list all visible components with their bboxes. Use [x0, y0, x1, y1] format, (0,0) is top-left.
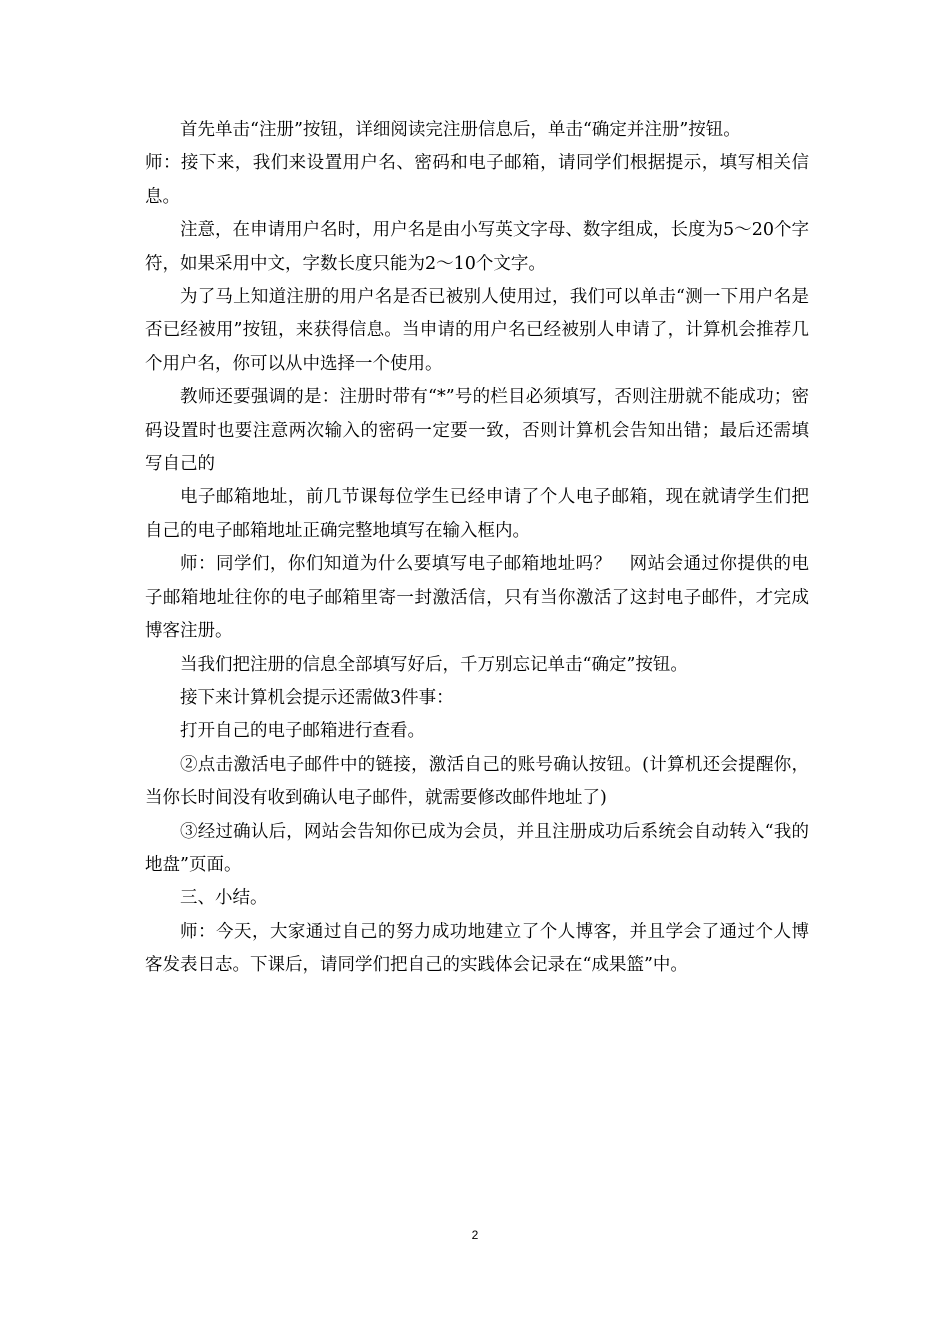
paragraph-email-address: 电子邮箱地址，前几节课每位学生已经申请了个人电子邮箱，现在就请学生们把自己的电子邮箱地址正确完整地填写在输入框内。 — [145, 487, 809, 541]
paragraph-step-activate: ②点击激活电子邮件中的链接，激活自己的账号确认按钮。(计算机还会提醒你，当你长时间没有收到确认电子邮件，就需要修改邮件地址了) — [145, 754, 809, 809]
paragraph-summary: 师：今天，大家通过自己的努力成功地建立了个人博客，并且学会了通过个人博客发表日志。下课后，请同学们把自己的实践体会记录在“成果篮”中。 — [145, 921, 809, 976]
paragraph-step-confirm: ③经过确认后，网站会告知你已成为会员，并且注册成功后系统会自动转入“我的地盘”页面。 — [145, 821, 809, 875]
paragraph-three-steps: 接下来计算机会提示还需做3件事： — [180, 687, 454, 708]
document-body — [145, 114, 809, 983]
paragraph-register-click: 首先单击“注册”按钮，详细阅读完注册信息后，单击“确定并注册”按钮。 — [180, 120, 741, 140]
paragraph-why-email: 师：同学们，你们知道为什么要填写电子邮箱地址吗？ 网站会通过你提供的电子邮箱地址往你的电子邮箱里寄一封激活信，只有当你激活了这封电子邮件，才完成博客注册。 — [145, 554, 809, 642]
paragraph-step-open-email: 打开自己的电子邮箱进行查看。 — [180, 721, 425, 742]
paragraph-click-confirm: 当我们把注册的信息全部填写好后，千万别忘记单击“确定”按钮。 — [180, 654, 688, 675]
paragraph-username-rules: 注意，在申请用户名时，用户名是由小写英文字母、数字组成，长度为5～20个字符，如果采用中文，字数长度只能为2～10个文字。 — [145, 220, 809, 274]
paragraph-check-username: 为了马上知道注册的用户名是否已被别人使用过，我们可以单击“测一下用户名是否已经被用”按钮，来获得信息。当申请的用户名已经被别人申请了，计算机会推荐几个用户名，你可以从中选择一个使用。 — [145, 287, 809, 374]
page-number: 2 — [471, 1228, 479, 1242]
paragraph-setup-account: 师：接下来，我们来设置用户名、密码和电子邮箱，请同学们根据提示，填写相关信息。 — [145, 153, 809, 207]
paragraph-required-fields: 教师还要强调的是：注册时带有“*”号的栏目必须填写，否则注册就不能成功；密码设置时也要注意两次输入的密码一定要一致，否则计算机会告知出错；最后还需填写自己的 — [145, 387, 809, 475]
section-heading-summary: 三、小结。 — [180, 888, 268, 909]
